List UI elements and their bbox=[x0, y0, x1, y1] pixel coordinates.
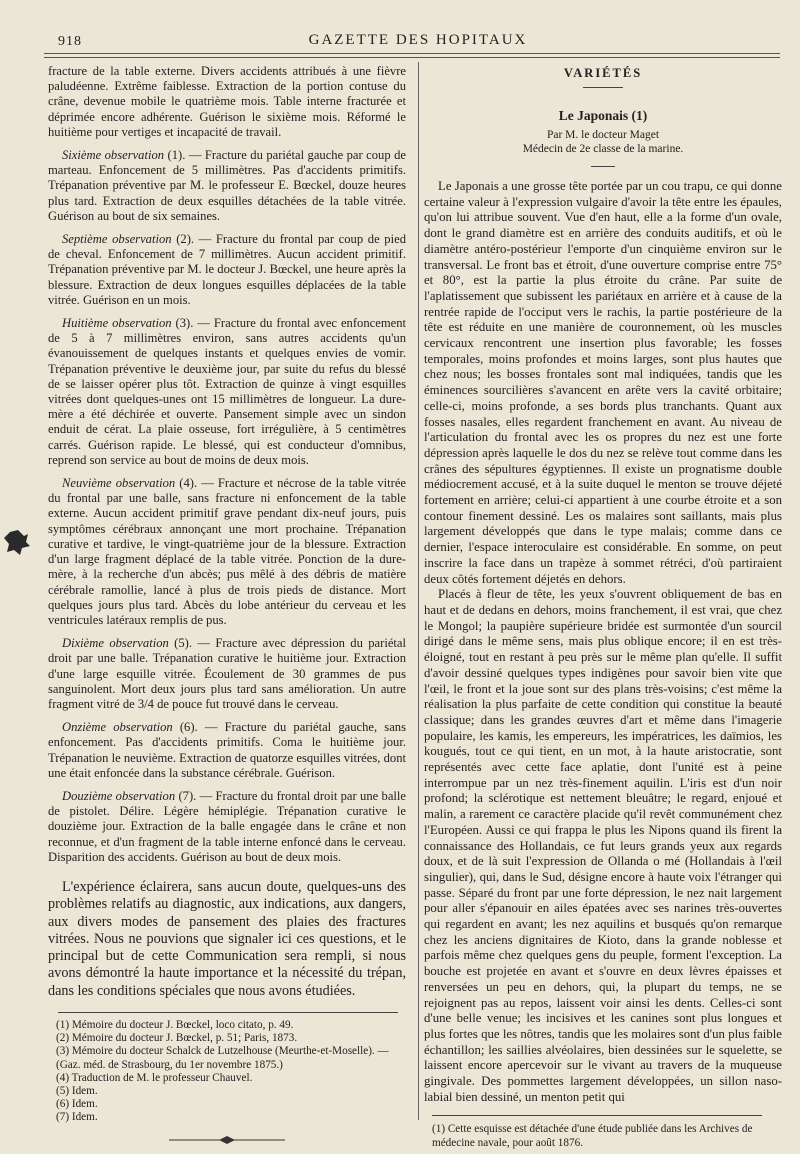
observation-text: (5). — Fracture avec dépression du pariétal droit par une balle. Trépanation curative le huitième jour. Extraction d'une large esquille vitrée. Écoulement de 30 grammes de pus sanguinolent. Mort deux jours plus tard sans amélioration. Un autre fragment vitré de 3/4 de pouce fut trouvé dans le cerveau. bbox=[48, 636, 407, 711]
section-rule bbox=[583, 87, 623, 88]
footnote-item: (1) Mémoire du docteur J. Bœckel, loco citato, p. 49. bbox=[56, 1019, 294, 1032]
footnote-rule bbox=[58, 1012, 398, 1013]
observation-item bbox=[48, 316, 406, 468]
article-paragraph: Le Japonais a une grosse tête portée par un cou trapu, ce qui donne certaine valeur à l'expression vulgaire d'avoir la tête entre les épaules, qu'on lui attribue souvent. Vue d'en haut, elle a la forme d'un ovale, dont le grand diamètre est en arrière des conduits auditifs, et où le diamètre antéro-postérieur l'emporte d'un cinquième environ sur le transversal. Le front bas et étroit, d'une ouverture comprise entre 75° et 80°, est la partie la plus étroite du crâne. Par suite de l'aplatissement que subissent les pariétaux en arrière et à cause de la rentrée rapide de l'occiput vers le rachis, la partie postérieure de la tête est réduite en une manière de couronnement, où les muscles cervicaux rencontrent une insertion plus favorable; les fosses temporales, moins profondes et moins larges, sont plus hautes que chez nous; les bosses frontales sont mal indiquées, tandis que les éminences sourcilières s'avancent en arête vers la cavité orbitaire; celle-ci, moins profonde, a ses bords plus tranchants. Quant aux fosses nasales, elles regardent franchement en avant. Au niveau de l'articulation du frontal avec les os propres du nez est une forte dépression après laquelle le dos du nez se relève tout comme dans les crânes des sépultures égyptiennes. Il existe un prognatisme double médiocrement accusé, et à la suite duquel le menton se trouve déjeté fortement en arrière; celui-ci appartient à une courbe étroite et a son contour finement dessiné. Les os malaires sont saillants, mais plus largement développés que dans le type malais; comme dans ce dernier, l'espace interoculaire est considérable. En somme, on peut inscrire la face dans un trapèze à sommet rétréci, d'où partiraient deux côtés fortement déjetés en dehors. bbox=[424, 179, 782, 586]
page-number: 918 bbox=[58, 34, 82, 49]
observation-heading: Onzième observation bbox=[62, 720, 173, 735]
observation-text: (4). — Fracture et nécrose de la table vitrée du frontal par une balle, sans fracture ni enfoncement de la table externe. Aucun accident primitif grave pendant dix-neuf jours, puis symptômes cérébraux annonçant une mort prochaine. Trépanation curative et tardive, le vingt-quatrième jour de la blessure. Extraction d'un large fragment déplacé de la table vitrée. Ponction de la dure-mère, à la recherche d'un abcès; pus mêlé à des débris de matière cérébrale ramollie, lancé à plus de trois pieds de distance. Mort quelques jours plus tard. Abcès du lobe antérieur du cerveau et les ventricules latéraux remplis de pus. bbox=[48, 476, 406, 627]
journal-title: GAZETTE DES HOPITAUX bbox=[308, 32, 528, 48]
observation-text: (1). — Fracture du pariétal gauche par coup de marteau. Enfoncement de 5 millimètres. Pas d'accidents primitifs. Trépanation préventive par M. le professeur E. Bœckel, douze heures plus tard. Extraction de deux esquilles détachées de la table vitrée. Guérison au bout de six semaines. bbox=[48, 148, 406, 223]
footnote-item: (3) Mémoire du docteur Schalck de Lutzelhouse (Meurthe-et-Moselle). — (Gaz. méd. de Strasbourg, du 1er novembre 1875.) bbox=[56, 1045, 389, 1071]
observation-text: (2). — Fracture du frontal par coup de pied de cheval. Enfoncement de 7 millimètres. Aucun accident primitif. Trépanation préventive par M. le docteur J. Bœckel, une heure après la blessure. Extraction de deux longues esquilles déplacées de la table vitrée. Guérison en un mois. bbox=[48, 232, 406, 307]
observation-item bbox=[48, 232, 406, 308]
left-column bbox=[48, 64, 406, 1145]
footnote-item: (6) Idem. bbox=[56, 1098, 98, 1111]
section-title: VARIÉTÉS bbox=[563, 66, 643, 80]
header-rule bbox=[44, 53, 780, 58]
footnote-rule bbox=[432, 1115, 762, 1116]
footnote-item: (4) Traduction de M. le professeur Chauvel. bbox=[56, 1071, 253, 1084]
observation-item bbox=[48, 720, 406, 781]
ink-blot-mark bbox=[4, 528, 30, 556]
footnotes bbox=[48, 1019, 406, 1125]
observation-item bbox=[48, 476, 406, 628]
byline-rule bbox=[591, 166, 615, 167]
observation-item bbox=[48, 789, 406, 865]
article-byline: Par M. le docteur Maget bbox=[546, 129, 660, 141]
article-footnote: (1) Cette esquisse est détachée d'une étude publiée dans les Archives de médecine navale, pour août 1876. bbox=[432, 1123, 753, 1150]
author-role: Médecin de 2e classe de la marine. bbox=[522, 143, 684, 155]
observation-item bbox=[48, 148, 406, 224]
observation-text: (7). — Fracture du frontal droit par une balle de pistolet. Délire. Légère hémiplégie. Trépanation curative le douzième jour. Extraction de la balle engagée dans le crâne et non reconnue, et d'un fragment de la table interne enfoncé dans le cerveau. Disparition des accidents. Guérison au bout de deux mois. bbox=[48, 788, 406, 864]
column-divider bbox=[418, 62, 419, 1120]
right-column bbox=[424, 64, 782, 1150]
observations-list bbox=[48, 148, 406, 865]
page-header bbox=[58, 30, 778, 50]
observation-heading: Neuvième observation bbox=[62, 476, 176, 491]
observation-text: (3). — Fracture du frontal avec enfoncement de 5 à 7 millimètres environ, sans autres accidents qu'un évanouissement de quelques instants et quelques envies de vomir. Trépanation préventive le deuxième jour, par suite du refus du blessé de se laisser opérer plus tôt. Extraction de quinze à vingt esquilles vitrées dont quelques-unes ont 15 millimètres de longueur. La dure-mère a été déchirée et ouverte. Pansement simple avec un sindon enduit de cérat. La plaie osseuse, fort irrégulière, à 5 centimètres carrés. Guérison rapide. Le blessé, qui est conducteur d'omnibus, reprend son service au bout de moins de deux mois. bbox=[48, 316, 406, 467]
observation-item bbox=[48, 636, 406, 712]
observation-heading: Septième observation bbox=[62, 232, 172, 247]
footnote-item: (5) Idem. bbox=[56, 1085, 98, 1098]
article-title: Le Japonais (1) bbox=[558, 108, 648, 123]
conclusion-paragraph: L'expérience éclairera, sans aucun doute, quelques-uns des problèmes relatifs au diagnostic, aux indications, aux dangers, aux divers modes de pansement des plaies des fractures vitrées. Nous ne pouvions que signaler ici ces questions, et le principal but de cette Communication sera rempli, si nous avons démontré la haute importance et la nécessité du trépan, dans les conditions spéciales que nous avons étudiées. bbox=[48, 878, 406, 999]
article-paragraph: Placés à fleur de tête, les yeux s'ouvrent obliquement de bas en haut et de dedans en dehors, moins franchement, il est vrai, que chez le Mongol; la paupière supérieure bridée est surmontée d'un sourcil dirigé dans le même sens, mais plus oblique encore; il en est très-éloigné, tout en restant à peu près sur le même plan qu'elle. Il suffit d'avoir dessiné quelques types indigènes pour savoir bien vite que l'œil, le front et la joue sont sur des plans très-voisins; c'est même la réalisation la plus parfaite de cette condition qui constitue la beauté classique; dans les grandes œuvres d'art et même dans l'imagerie populaire, les kamis, les empereurs, les impératrices, les daïmios, les kougués, tout ce qui tient, en un mot, à la haute aristocratie, sont représentés avec cette face aplatie, dont l'unité est à peine interrompue par un nez très-finement aquilin. L'iris est d'un noir profond; la sclérotique est nettement bleuâtre; le regard, enjoué et malin, a rarement ce caractère placide qu'il revêt communément chez l'Européen. Aussi ce qui frappa le plus les Nipons quand ils firent la connaissance des Hollandais, ce fut leurs grands yeux aux regards doux, et de là suit l'expression de Ollanda o mé (Hollandais à l'œil singulier), qui, dans le Sud, désigne encore à haute voix l'étranger qui passe. Séparé du front par une forte dépression, le nez nait largement pour aller s'épanouir en ailes épatées avec ses narines très-ouvertes qui regardent en avant; les nez aquilins et busqués qu'on remarque chez les anciens dignitaires de Kioto, dans la grande noblesse et parfois même chez quelques gens du peuple, forment l'exception. La bouche est projetée en avant et s'ouvre en deux lèvres épaisses et renversées un peu en dehors, qui, la plupart du temps, ne se rejoignent pas au repos, laissent voir ainsi les dents. Celles-ci sont d'une belle venue; les incisives et les canines sont plus longues et plus fortes que les nôtres, tandis que les molaires sont d'un plus faible échantillon; les saillies alvéolaires, bien dessinées sur le squelette, se laissent encore apercevoir sur le vivant au travers de la muqueuse gingivale. Des pommettes largement développées, un sillon naso-labial bien dessiné, un menton petit qui bbox=[424, 587, 782, 1104]
observation-heading: Huitième observation bbox=[62, 316, 172, 331]
intro-paragraph: fracture de la table externe. Divers accidents attribués à une fièvre paludéenne. Extrême faiblesse. Extraction de la portion contuse du crâne, devenue mobile le quatrième mois. Table interne fracturée et déprimée encore adhérente. Guérison le sixième mois. Réformé le huitième pour vertiges et incapacité de travail. bbox=[48, 64, 406, 139]
observation-heading: Sixième observation bbox=[62, 148, 165, 163]
observation-text: (6). — Fracture du pariétal gauche, sans enfoncement. Pas d'accidents primitifs. Coma le huitième jour. Trépanation le neuvième. Extraction de quatorze esquilles vitrées, dont une était enfoncée dans la substance cérébrale. Guérison. bbox=[48, 720, 406, 780]
observation-heading: Dixième observation bbox=[62, 636, 169, 651]
end-ornament bbox=[167, 1135, 287, 1145]
footnote-item: (2) Mémoire du docteur J. Bœckel, p. 51; Paris, 1873. bbox=[56, 1032, 298, 1045]
footnote-item: (7) Idem. bbox=[56, 1111, 98, 1124]
observation-heading: Douzième observation bbox=[62, 788, 176, 803]
